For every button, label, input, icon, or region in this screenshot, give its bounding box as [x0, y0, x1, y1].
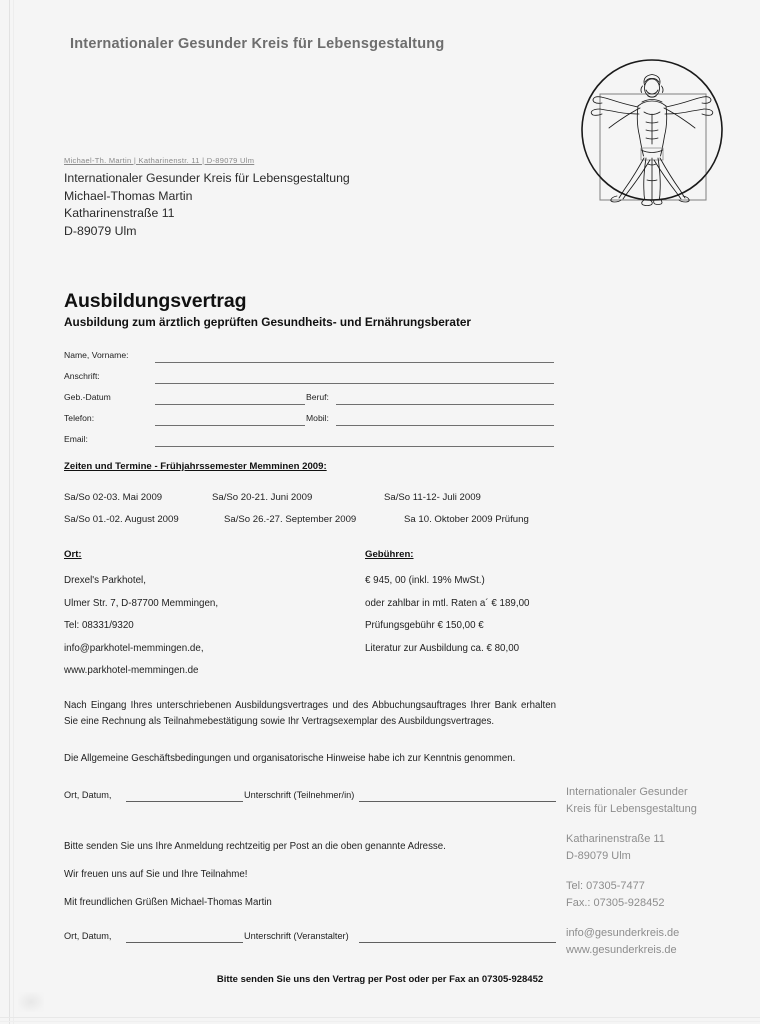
closing-line-signoff: Mit freundlichen Grüßen Michael-Thomas Martin [64, 897, 272, 908]
contact-line: Internationaler Gesunder [566, 786, 688, 798]
sender-return-address: Michael-Th. Martin | Katharinenstr. 11 | D-89079 Ulm [64, 156, 255, 165]
form-row-name [64, 350, 554, 371]
form-row-anschrift [64, 371, 554, 392]
field-input-anschrift[interactable] [155, 383, 554, 384]
contact-line-website: www.gesunderkreis.de [566, 944, 677, 956]
field-input-name[interactable] [155, 362, 554, 363]
contact-web [566, 925, 697, 959]
signature-label-teilnehmer: Unterschrift (Teilnehmer/in) [244, 790, 355, 800]
field-input-email[interactable] [155, 446, 554, 447]
termin-item: Sa/So 26.-27. September 2009 [224, 514, 357, 525]
section-heading-termine: Zeiten und Termine - Frühjahrssemester Memminen 2009: [64, 461, 327, 472]
contact-line: D-89079 Ulm [566, 850, 631, 862]
termine-row [64, 514, 556, 536]
field-input-mobil[interactable] [336, 425, 554, 426]
ort-line: Drexel's Parkhotel, [64, 575, 146, 586]
termine-list [64, 492, 556, 536]
signature-input-ort-datum[interactable] [126, 801, 243, 802]
signature-input-teilnehmer[interactable] [359, 801, 556, 802]
termin-item: Sa/So 01.-02. August 2009 [64, 514, 179, 525]
ort-line-website: www.parkhotel-memmingen.de [64, 665, 199, 676]
gebuehren-line: oder zahlbar in mtl. Raten a´ € 189,00 [365, 597, 530, 609]
termin-item: Sa/So 20-21. Juni 2009 [212, 492, 313, 503]
body-paragraph-confirmation: Nach Eingang Ihres unterschriebenen Ausbildungsvertrages und des Abbuchungsauftrages Ihrer Bank erhalten Sie eine Rechnung als Teilnahmebestätigung sowie Ihr Vertragsexemplar des Ausbildungsvertrages. [64, 700, 556, 727]
page-bottom-line-2 [0, 1021, 760, 1022]
applicant-form [64, 350, 554, 455]
form-row-geburtsdatum-beruf [64, 392, 554, 413]
field-label-telefon: Telefon: [64, 413, 95, 423]
document-title: Ausbildungsvertrag [64, 290, 247, 312]
footer-note: Bitte senden Sie uns den Vertrag per Post oder per Fax an 07305-928452 [216, 974, 544, 985]
contact-line: Katharinenstraße 11 [566, 833, 665, 845]
signature-label-veranstalter: Unterschrift (Veranstalter) [244, 931, 349, 941]
field-label-beruf: Beruf: [306, 392, 329, 402]
address-line: Internationaler Gesunder Kreis für Lebensgestaltung [64, 171, 350, 185]
contact-line-tel: Tel: 07305-7477 [566, 880, 645, 892]
section-heading-gebuehren: Gebühren: [365, 549, 414, 560]
closing-line: Wir freuen uns auf Sie und Ihre Teilnahme! [64, 869, 248, 880]
contact-phone [566, 878, 697, 912]
section-heading-ort: Ort: [64, 549, 82, 560]
signature-input-veranstalter[interactable] [359, 942, 556, 943]
form-row-email [64, 434, 554, 455]
gebuehren-details [365, 570, 529, 660]
termin-item: Sa/So 11-12- Juli 2009 [384, 492, 481, 503]
field-label-name: Name, Vorname: [64, 350, 129, 360]
field-input-beruf[interactable] [336, 404, 554, 405]
ort-line-email: info@parkhotel-memmingen.de, [64, 642, 204, 654]
signature-label-ort-datum: Ort, Datum, [64, 790, 112, 800]
termine-row [64, 492, 556, 514]
body-paragraph-terms: Die Allgemeine Geschäftsbedingungen und organisatorische Hinweise habe ich zur Kenntnis genommen. [64, 753, 516, 764]
address-line: D-89079 Ulm [64, 223, 137, 238]
signature-input-ort-datum[interactable] [126, 942, 243, 943]
document-subtitle: Ausbildung zum ärztlich geprüften Gesundheits- und Ernährungsberater [64, 315, 472, 329]
contact-address [566, 831, 697, 865]
signature-label-ort-datum: Ort, Datum, [64, 931, 112, 941]
closing-block [64, 833, 556, 917]
signature-row-organizer [64, 928, 556, 946]
contact-org [566, 784, 697, 818]
ort-line: Tel: 08331/9320 [64, 620, 134, 631]
contact-line-email: info@gesunderkreis.de [566, 927, 680, 939]
field-label-geburtsdatum: Geb.-Datum [64, 392, 111, 402]
form-row-telefon-mobil [64, 413, 554, 434]
termin-item: Sa 10. Oktober 2009 Prüfung [404, 514, 529, 525]
field-label-anschrift: Anschrift: [64, 371, 100, 381]
ort-line: Ulmer Str. 7, D-87700 Memmingen, [64, 597, 219, 609]
gebuehren-line: Prüfungsgebühr € 150,00 € [365, 620, 484, 631]
field-label-email: Email: [64, 434, 88, 444]
field-label-mobil: Mobil: [306, 413, 329, 423]
contact-line: Kreis für Lebensgestaltung [566, 803, 697, 815]
termin-item: Sa/So 02-03. Mai 2009 [64, 492, 163, 503]
page-edge-line-2 [13, 0, 14, 1024]
gebuehren-line: € 945, 00 (inkl. 19% MwSt.) [365, 575, 485, 586]
page-title: Internationaler Gesunder Kreis für Lebensgestaltung [70, 36, 445, 52]
ort-details [64, 570, 218, 683]
field-input-telefon[interactable] [155, 425, 305, 426]
signature-row-participant [64, 787, 556, 805]
address-line: Katharinenstraße 11 [64, 206, 175, 220]
address-line: Michael-Thomas Martin [64, 188, 193, 203]
contact-sidebar [566, 784, 697, 959]
page-edge-line [9, 0, 10, 1024]
vitruvian-man-logo [578, 52, 728, 210]
contact-line-fax: Fax.: 07305-928452 [566, 897, 665, 909]
page-bottom-line [0, 1017, 760, 1018]
gebuehren-line: Literatur zur Ausbildung ca. € 80,00 [365, 642, 520, 654]
field-input-geburtsdatum[interactable] [155, 404, 305, 405]
closing-line: Bitte senden Sie uns Ihre Anmeldung rechtzeitig per Post an die oben genannte Adresse. [64, 841, 446, 852]
scan-smudge [18, 992, 44, 1012]
address-block [64, 170, 350, 240]
